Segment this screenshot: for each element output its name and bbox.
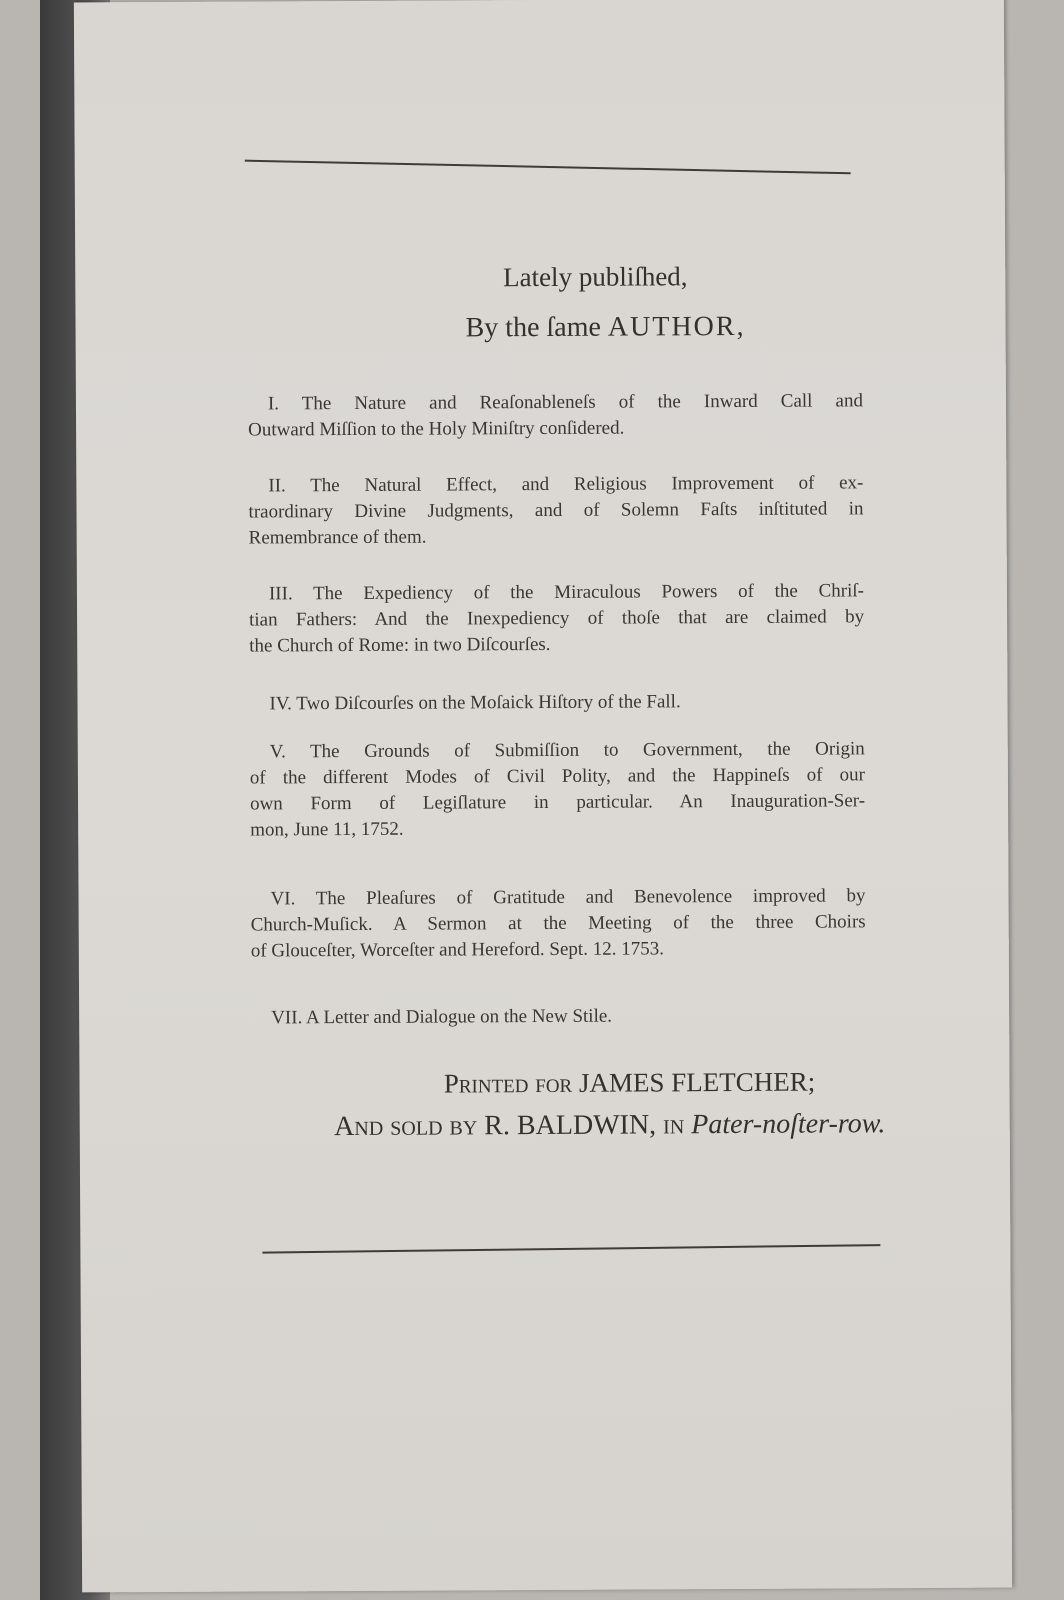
publication-item-line: Outward Miſſion to the Holy Miniſtry conſidered. xyxy=(248,417,625,441)
publication-item-line: Remembrance of them. xyxy=(248,526,427,549)
publication-item-line: IV. Two Diſcourſes on the Moſaick Hiſtory of the Fall. xyxy=(269,691,681,715)
publication-item-line: mon, June 11, 1752. xyxy=(250,818,404,841)
publication-item-line: VII. A Letter and Dialogue on the New Stile. xyxy=(271,1005,613,1029)
heading-prefix: By the ſame xyxy=(465,311,601,344)
heading-author: AUTHOR, xyxy=(607,310,746,343)
publication-item-line: II. The Natural Effect, and Religious Improvement of ex- xyxy=(268,472,864,497)
publication-item-line: I. The Nature and Reaſonableneſs of the Inward Call and xyxy=(267,390,863,415)
publication-item-line: own Form of Legiſlature in particular. An Inauguration-Ser- xyxy=(249,790,866,815)
document-page xyxy=(74,0,1012,1592)
publication-item-line: Church-Muſick. A Sermon at the Meeting of the three Choirs xyxy=(250,911,866,936)
publication-item-line: III. The Expediency of the Miraculous Powers of the Chriſ- xyxy=(268,580,864,605)
publication-item-line: tian Fathers: And the Inexpediency of thoſe that are claimed by xyxy=(249,606,865,631)
imprint-seller: And ſold by R. BALDWIN, in xyxy=(334,1109,685,1143)
heading-lately-published: Lately publiſhed, xyxy=(502,261,688,293)
publication-item-line: V. The Grounds of Submiſſion to Government, the Origin xyxy=(269,738,865,763)
publication-item-line: of Glouceſter, Worceſter and Hereford. Sept. 12. 1753. xyxy=(250,938,664,962)
heading-by-author xyxy=(325,310,885,345)
imprint-sold-by xyxy=(250,1108,970,1144)
publication-item-line: VI. The Pleaſures of Gratitude and Benevolence improved by xyxy=(270,885,866,910)
bottom-rule xyxy=(262,1244,880,1254)
publication-item-line: the Church of Rome: in two Diſcourſes. xyxy=(249,633,551,657)
publication-item-line: of the different Modes of Civil Polity, and the Happineſs of our xyxy=(249,764,865,789)
publication-item-line: traordinary Divine Judgments, and of Solemn Faſts inſtituted in xyxy=(248,498,864,523)
imprint-printed-for: Printed for JAMES FLETCHER; xyxy=(443,1066,816,1099)
top-rule xyxy=(245,160,851,175)
imprint-place: Pater-noſter-row. xyxy=(691,1108,886,1141)
